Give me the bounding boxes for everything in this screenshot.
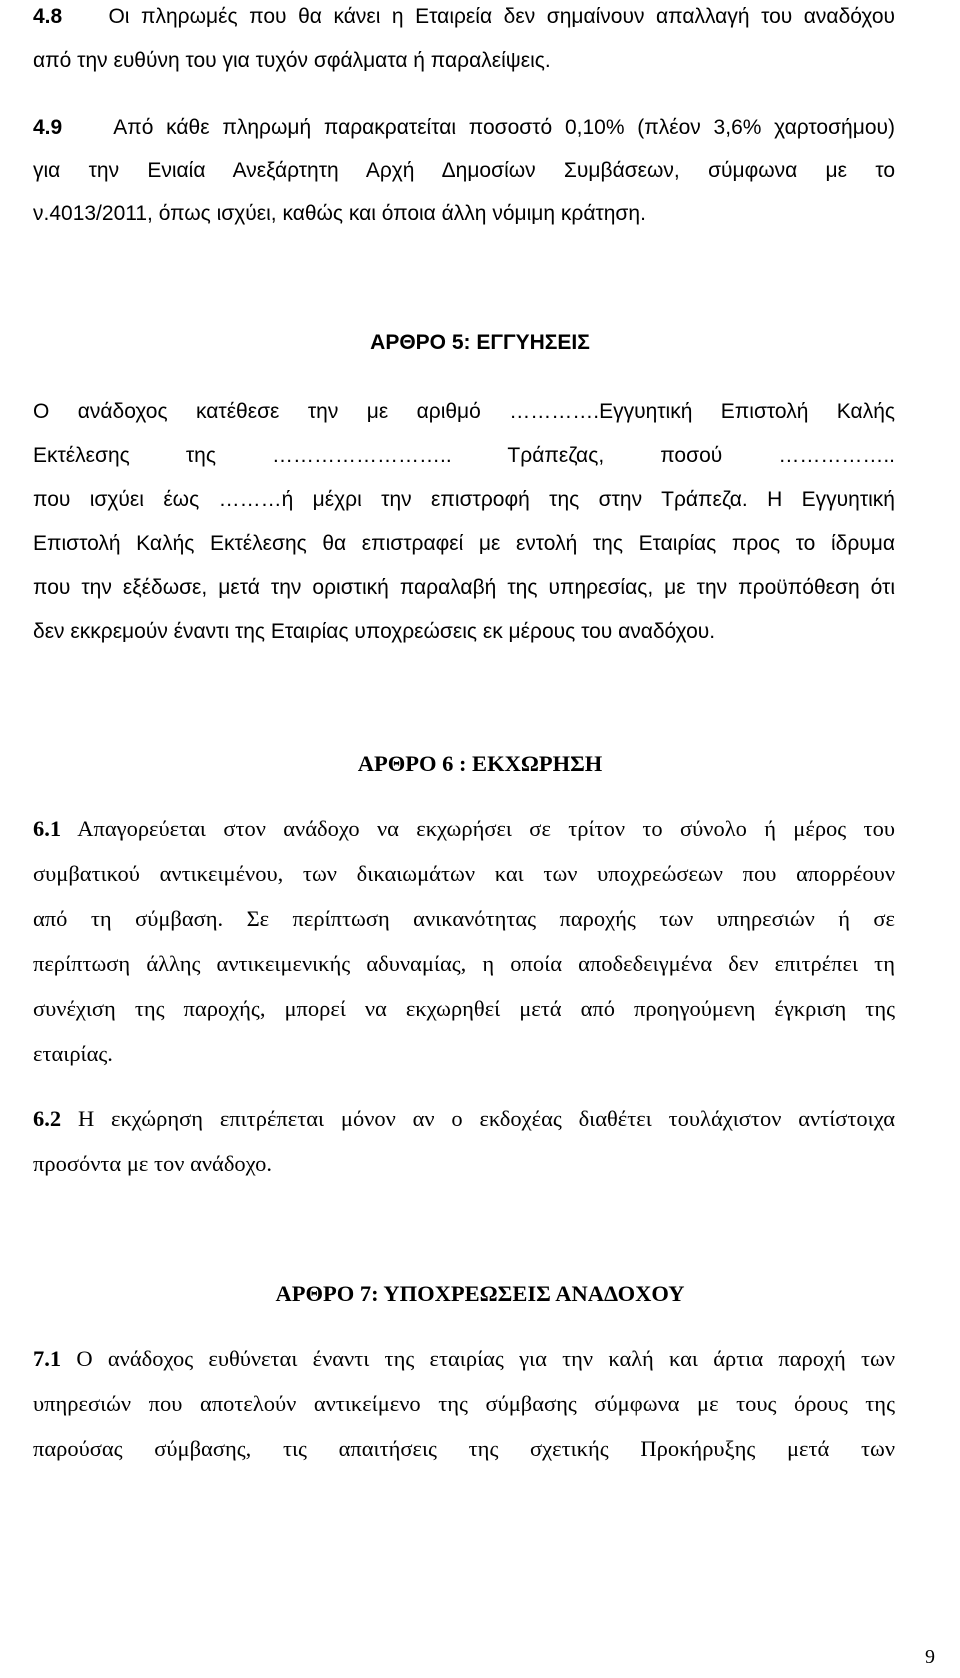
clause-4-9-line-2: για την Ενιαία Ανεξάρτητη Αρχή Δημοσίων Συμβάσεων, σύμφωνα με το (33, 159, 895, 182)
article-5-line-3: που ισχύει έως ………ή μέχρι την επιστροφή της στην Τράπεζα. Η Εγγυητική (33, 488, 895, 511)
clause-6-1-line-4: περίπτωση άλλης αντικειμενικής αδυναμίας, η οποία αποδεδειγμένα δεν επιτρέπει τη (33, 951, 895, 976)
clause-7-1-line-1 (33, 1346, 895, 1372)
clause-text: Οι πληρωμές που θα κάνει η Εταιρεία δεν σημαίνουν απαλλαγή του αναδόχου (108, 5, 895, 28)
page-number: 9 (925, 1646, 935, 1668)
article-5-line-4: Επιστολή Καλής Εκτέλεσης θα επιστραφεί με εντολή της Εταιρίας προς το ίδρυμα (33, 532, 895, 555)
clause-number: 6.1 (33, 816, 62, 841)
clause-number: 4.8 (33, 5, 63, 28)
article-5-line-6: δεν εκκρεμούν έναντι της Εταιρίας υποχρεώσεις εκ μέρους του αναδόχου. (33, 620, 716, 643)
clause-7-1-line-2: υπηρεσιών που αποτελούν αντικείμενο της σύμβασης σύμφωνα με τους όρους της (33, 1391, 895, 1416)
clause-4-8-line-1 (33, 4, 895, 30)
clause-text: Από κάθε πληρωμή παρακρατείται ποσοστό 0,10% (πλέον 3,6% χαρτοσήμου) (113, 116, 895, 139)
clause-text: Ο ανάδοχος ευθύνεται έναντι της εταιρίας για την καλή και άρτια παροχή των (76, 1346, 895, 1371)
clause-text: Απαγορεύεται στον ανάδοχο να εκχωρήσει σε τρίτον το σύνολο ή μέρος του (77, 816, 895, 841)
clause-6-1-line-5: συνέχιση της παροχής, μπορεί να εκχωρηθεί μετά από προηγούμενη έγκριση της (33, 996, 895, 1021)
clause-7-1-line-3: παρούσας σύμβασης, τις απαιτήσεις της σχετικής Προκήρυξης μετά των (33, 1436, 895, 1461)
article-7-heading: ΑΡΘΡΟ 7: ΥΠΟΧΡΕΩΣΕΙΣ ΑΝΑΔΟΧΟΥ (275, 1281, 685, 1306)
clause-number: 4.9 (33, 116, 63, 139)
article-5-heading: ΑΡΘΡΟ 5: ΕΓΓΥΗΣΕΙΣ (370, 331, 590, 354)
clause-4-9-line-3: ν.4013/2011, όπως ισχύει, καθώς και όποια άλλη νόμιμη κράτηση. (33, 202, 646, 225)
clause-6-2-line-1 (33, 1106, 895, 1132)
clause-4-9-line-1 (33, 115, 895, 141)
clause-number: 6.2 (33, 1106, 62, 1131)
clause-text: Η εκχώρηση επιτρέπεται μόνον αν ο εκδοχέας διαθέτει τουλάχιστον αντίστοιχα (77, 1106, 896, 1131)
article-5-line-5: που την εξέδωσε, μετά την οριστική παραλαβή της υπηρεσίας, με την προϋπόθεση ότι (33, 576, 895, 599)
clause-6-2-line-2: προσόντα με τον ανάδοχο. (33, 1151, 273, 1176)
clause-6-1-line-2: συμβατικού αντικειμένου, των δικαιωμάτων και των υποχρεώσεων που απορρέουν (33, 861, 895, 886)
clause-number: 7.1 (33, 1346, 62, 1371)
article-6-heading: ΑΡΘΡΟ 6 : ΕΚΧΩΡΗΣΗ (357, 751, 603, 776)
clause-6-1-line-3: από τη σύμβαση. Σε περίπτωση ανικανότητας παροχής των υπηρεσιών ή σε (33, 906, 895, 931)
clause-4-8-line-2: από την ευθύνη του για τυχόν σφάλματα ή παραλείψεις. (33, 49, 551, 72)
clause-6-1-line-1 (33, 816, 895, 842)
article-5-line-1: Ο ανάδοχος κατέθεσε την με αριθμό ………….Εγγυητική Επιστολή Καλής (33, 400, 895, 423)
clause-6-1-line-6: εταιρίας. (33, 1041, 113, 1066)
article-5-line-2: Εκτέλεσης της …………………….. Τράπεζας, ποσού …………….. (33, 444, 895, 467)
